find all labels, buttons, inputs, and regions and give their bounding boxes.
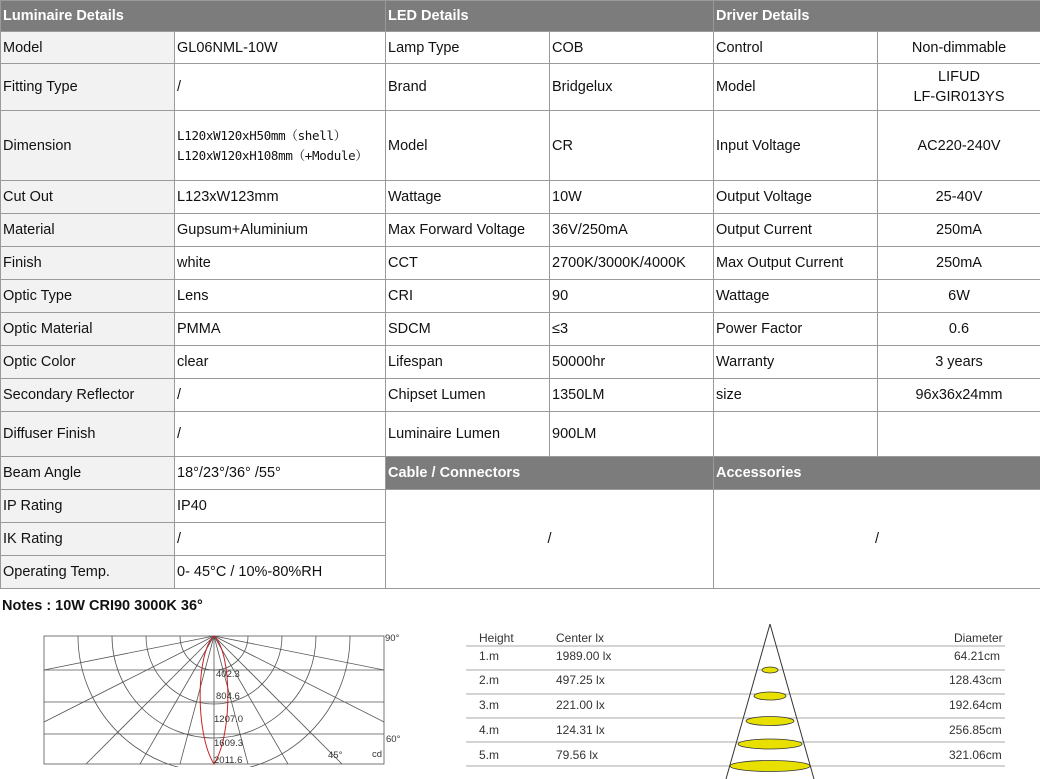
row-label: Beam Angle [1, 457, 175, 490]
table-row [1, 346, 1040, 379]
table-row [1, 412, 1040, 457]
row-label: Finish [1, 247, 175, 280]
row-label: Wattage [714, 280, 878, 313]
row-value: / [175, 379, 386, 412]
row-value: / [175, 523, 386, 556]
beam-height: 2.m [479, 673, 500, 687]
row-value: IP40 [175, 490, 386, 523]
row-label: Power Factor [714, 313, 878, 346]
polar-ring-label: 402.3 [216, 669, 240, 680]
beam-spots [730, 667, 810, 772]
row-value: clear [175, 346, 386, 379]
beam-center-lux: 124.31 lx [556, 723, 605, 737]
row-value: L123xW123mm [175, 181, 386, 214]
row-label: IP Rating [1, 490, 175, 523]
row-label: Optic Color [1, 346, 175, 379]
polar-ring-labels [214, 669, 243, 766]
beam-cone [726, 624, 814, 779]
row-label: Lamp Type [386, 32, 550, 64]
row-label: Material [1, 214, 175, 247]
dimension-shell: L120xW120xH50mm（shell） [177, 127, 346, 143]
cable-connectors-header: Cable / Connectors [386, 457, 714, 490]
col-height-header: Height [479, 631, 514, 645]
accessories-value: / [714, 490, 1040, 589]
polar-spoke [214, 636, 384, 670]
table-row [1, 111, 1040, 181]
row-value: 250mA [878, 247, 1040, 280]
row-value: 25-40V [878, 181, 1040, 214]
row-label: Output Current [714, 214, 878, 247]
header-row [1, 1, 1040, 32]
row-value: / [175, 412, 386, 457]
row-value: ≤3 [550, 313, 714, 346]
row-value: 10W [550, 181, 714, 214]
row-value: 90 [550, 280, 714, 313]
row-label: Optic Type [1, 280, 175, 313]
polar-ring-label: 2011.6 [214, 755, 243, 766]
row-label: CRI [386, 280, 550, 313]
dimension-cell [175, 111, 386, 181]
row-label: Warranty [714, 346, 878, 379]
row-label: Max Forward Voltage [386, 214, 550, 247]
driver-model-code: LF-GIR013YS [913, 89, 1005, 105]
angle-60-label: 60° [386, 734, 401, 745]
row-label: Luminaire Lumen [386, 412, 550, 457]
table-row [1, 64, 1040, 111]
row-value: 0.6 [878, 313, 1040, 346]
row-value: 3 years [878, 346, 1040, 379]
beam-table-header [479, 631, 1003, 645]
row-value: COB [550, 32, 714, 64]
row-value: 2700K/3000K/4000K [550, 247, 714, 280]
table-row [1, 214, 1040, 247]
beam-height: 4.m [479, 723, 500, 737]
row-value: 900LM [550, 412, 714, 457]
beam-spot [754, 692, 786, 700]
led-details-header: LED Details [386, 1, 714, 32]
row-label: Max Output Current [714, 247, 878, 280]
row-label: Secondary Reflector [1, 379, 175, 412]
beam-height: 1.m [479, 649, 500, 663]
dimension-module: L120xW120xH108mm（+Module） [177, 147, 368, 163]
angle-90-label: 90° [385, 633, 400, 644]
row-label: Diffuser Finish [1, 412, 175, 457]
row-label: CCT [386, 247, 550, 280]
cable-connectors-value: / [386, 490, 714, 589]
row-value: / [175, 64, 386, 111]
beam-spot [762, 667, 778, 673]
row-value: 6W [878, 280, 1040, 313]
table-row [1, 247, 1040, 280]
beam-diameter: 256.85cm [949, 723, 1002, 737]
beam-spot [746, 717, 794, 726]
beam-diameter: 128.43cm [949, 673, 1002, 687]
polar-spoke [86, 636, 214, 764]
row-value: 36V/250mA [550, 214, 714, 247]
table-row [1, 181, 1040, 214]
driver-model-brand: LIFUD [938, 69, 980, 85]
row-label: Operating Temp. [1, 556, 175, 589]
row-label: Wattage [386, 181, 550, 214]
row-label: Model [386, 111, 550, 181]
beam-spot [730, 761, 810, 772]
row-value: Gupsum+Aluminium [175, 214, 386, 247]
row-value: 250mA [878, 214, 1040, 247]
table-row [1, 313, 1040, 346]
polar-light-distribution-diagram [30, 622, 420, 767]
row-label: SDCM [386, 313, 550, 346]
row-value: 0- 45°C / 10%-80%RH [175, 556, 386, 589]
beam-spot [738, 739, 802, 749]
row-value: AC220-240V [878, 111, 1040, 181]
beam-diameter: 321.06cm [949, 748, 1002, 762]
row-value: PMMA [175, 313, 386, 346]
row-label: Input Voltage [714, 111, 878, 181]
row-label: Fitting Type [1, 64, 175, 111]
row-label: Chipset Lumen [386, 379, 550, 412]
beam-center-lux: 497.25 lx [556, 673, 605, 687]
angle-45-label: 45° [328, 750, 343, 761]
row-label: Model [714, 64, 878, 111]
candela-unit-label: cd [372, 749, 383, 760]
driver-details-header: Driver Details [714, 1, 1040, 32]
row-value: GL06NML-10W [175, 32, 386, 64]
beam-height: 3.m [479, 698, 500, 712]
beam-center-lux: 1989.00 lx [556, 649, 612, 663]
row-value: 96x36x24mm [878, 379, 1040, 412]
polar-ring-label: 1609.3 [214, 738, 244, 749]
table-row [1, 457, 1040, 490]
table-row [1, 379, 1040, 412]
row-value: 18°/23°/36° /55° [175, 457, 386, 490]
beam-spread-diagram [460, 620, 1020, 779]
col-center-header: Center lx [556, 631, 605, 645]
table-row [1, 280, 1040, 313]
row-value: CR [550, 111, 714, 181]
polar-spoke [140, 636, 214, 764]
row-label [714, 412, 878, 457]
row-label: Control [714, 32, 878, 64]
polar-spoke [44, 636, 214, 722]
polar-ring-label: 804.6 [216, 691, 240, 702]
beam-center-lux: 221.00 lx [556, 698, 605, 712]
row-label: Cut Out [1, 181, 175, 214]
row-value: white [175, 247, 386, 280]
row-label: size [714, 379, 878, 412]
row-value: Bridgelux [550, 64, 714, 111]
row-value: Lens [175, 280, 386, 313]
row-value: 1350LM [550, 379, 714, 412]
row-value: 50000hr [550, 346, 714, 379]
beam-center-lux: 79.56 lx [556, 748, 599, 762]
table-row [1, 490, 1040, 523]
row-label: Lifespan [386, 346, 550, 379]
luminaire-details-header: Luminaire Details [1, 1, 386, 32]
col-diameter-header: Diameter [954, 631, 1003, 645]
driver-model-cell [878, 64, 1040, 111]
row-label: Brand [386, 64, 550, 111]
row-value [878, 412, 1040, 457]
row-label: Dimension [1, 111, 175, 181]
polar-spoke [180, 636, 214, 764]
row-label: Output Voltage [714, 181, 878, 214]
beam-diameter: 64.21cm [954, 649, 1001, 663]
polar-ring-label: 1207.0 [214, 714, 244, 725]
beam-height: 5.m [479, 748, 500, 762]
notes-title: Notes : 10W CRI90 3000K 36° [2, 598, 203, 614]
accessories-header: Accessories [714, 457, 1040, 490]
row-value: Non-dimmable [878, 32, 1040, 64]
row-label: Model [1, 32, 175, 64]
table-row [1, 32, 1040, 64]
row-label: IK Rating [1, 523, 175, 556]
beam-table-lines [466, 646, 1005, 766]
polar-spoke [44, 636, 214, 670]
beam-diameter: 192.64cm [949, 698, 1002, 712]
row-label: Optic Material [1, 313, 175, 346]
